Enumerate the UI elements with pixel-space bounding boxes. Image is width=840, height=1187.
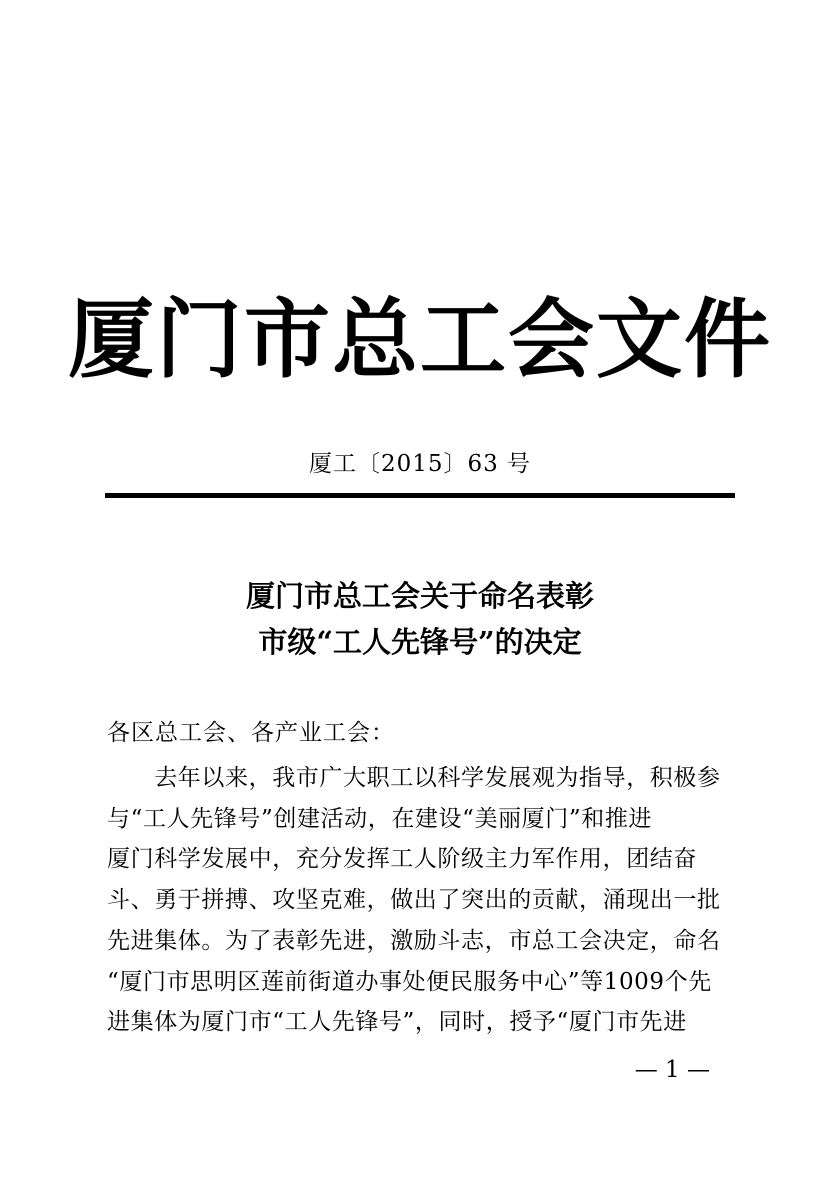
body-line: 与“工人先锋号”创建活动，在建设“美丽厦门”和推进 xyxy=(107,805,653,832)
document-title-line: 厦门市总工会关于命名表彰 xyxy=(245,579,594,613)
document-number: 厦工〔2015〕63 号 xyxy=(308,451,532,477)
page-number: — 1 — xyxy=(634,1057,710,1083)
body-line: 去年以来，我市广大职工以科学发展观为指导，积极参 xyxy=(107,765,721,791)
body-paragraph xyxy=(107,758,737,1043)
body-line: 先进集体。为了表彰先进，激励斗志，市总工会决定，命名 xyxy=(107,927,721,954)
body-line: “厦门市思明区莲前街道办事处便民服务中心”等1009个先 xyxy=(107,968,712,995)
document-title xyxy=(0,573,840,665)
body-line: 斗、勇于拼搏、攻坚克难，做出了突出的贡献，涌现出一批 xyxy=(107,887,721,914)
document-title-line: 市级“工人先锋号”的决定 xyxy=(258,625,582,659)
body-line: 进集体为厦门市“工人先锋号”，同时，授予“厦门市先进 xyxy=(107,1009,687,1036)
header-divider-rule xyxy=(105,493,735,498)
issuer-header-title: 厦门市总工会文件 xyxy=(68,289,772,390)
body-line: 厦门科学发展中，充分发挥工人阶级主力军作用，团结奋 xyxy=(107,846,697,873)
addressee: 各区总工会、各产业工会： xyxy=(107,720,395,746)
